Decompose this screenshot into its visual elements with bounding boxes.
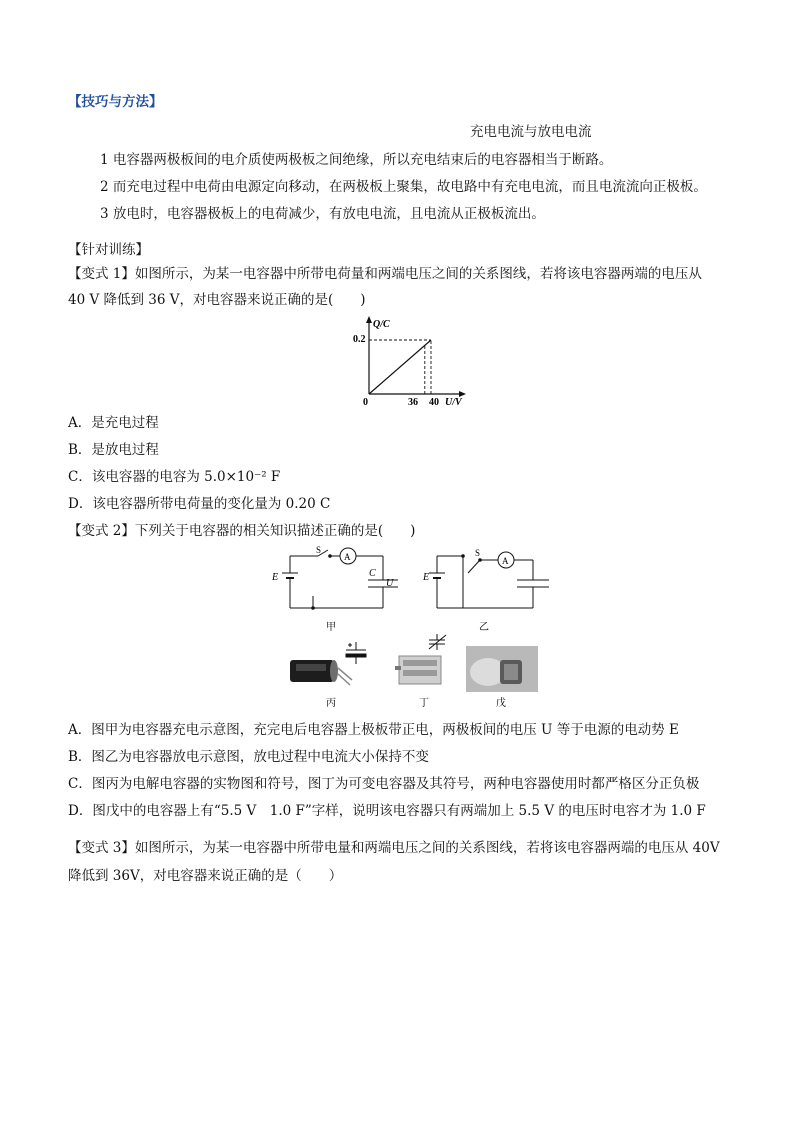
caption-bing: 丙 — [326, 698, 336, 709]
caption-ding: 丁 — [419, 698, 429, 709]
q2-option-c: C．图丙为电解电容器的实物图和符号，图丁为可变电容器及其符号，两种电容器使用时都严格区分正负极 — [68, 776, 700, 792]
chart-ylabel: Q/C — [373, 319, 390, 330]
photo-variable-capacitor — [393, 632, 463, 710]
q1-label: 【变式 1】 — [68, 266, 135, 282]
jia-caption: 甲 — [326, 622, 336, 633]
jia-label-a: A — [344, 552, 351, 562]
q2-option-d: D．图戊中的电容器上有“5.5 V 1.0 F”字样，说明该电容器只有两端加上 5.5 V 的电压时电容才为 1.0 F — [68, 803, 706, 819]
yi-label-s: S — [475, 548, 481, 558]
circuit-yi — [423, 546, 558, 634]
q3-stem-line1: 如图所示，为某一电容器中所带电量和两端电压之间的关系图线，若将该电容器两端的电压从 40V — [134, 840, 720, 856]
photo-electrolytic-capacitor — [286, 642, 376, 710]
q1-option-b: B．是放电过程 — [68, 442, 159, 458]
q3-label: 【变式 3】 — [68, 840, 135, 856]
section-heading-tips: 【技巧与方法】 — [68, 94, 163, 110]
variable-capacitor-symbol — [429, 634, 446, 650]
electrolytic-capacitor-symbol — [346, 642, 366, 664]
yi-label-e: E — [423, 572, 430, 583]
chart-y-arrow — [366, 316, 372, 323]
q2-block — [68, 521, 415, 541]
q1-option-a: A．是充电过程 — [68, 415, 159, 431]
q1-option-c: C．该电容器的电容为 5.0×10⁻² F — [68, 469, 281, 485]
chart-xtick-36: 36 — [408, 397, 418, 408]
q2-label: 【变式 2】 — [68, 523, 135, 539]
chart-series-line — [369, 340, 431, 394]
circuit-jia — [268, 546, 398, 634]
q1-qu-chart — [345, 312, 475, 408]
chart-xtick-40: 40 — [429, 397, 439, 408]
q1-stem-line1: 如图所示，为某一电容器中所带电荷量和两端电压之间的关系图线，若将该电容器两端的电压从 — [134, 266, 702, 282]
yi-caption: 乙 — [479, 622, 489, 633]
tip-point-1: 1 电容器两极板间的电介质使两极板之间绝缘，所以充电结束后的电容器相当于断路。 — [100, 152, 613, 168]
q1-option-d: D．该电容器所带电荷量的变化量为 0.20 C — [68, 496, 331, 512]
q1-block — [68, 264, 702, 284]
chart-xlabel: U/V — [445, 397, 462, 408]
tip-point-2: 2 而充电过程中电荷由电源定向移动，在两极板上聚集，故电路中有充电电流，而且电流流向正极板。 — [100, 179, 707, 195]
photo-supercapacitor — [464, 644, 540, 710]
jia-label-e: E — [272, 572, 279, 583]
caption-wu: 戊 — [496, 698, 506, 709]
jia-label-u: U — [386, 578, 394, 589]
section-heading-training: 【针对训练】 — [68, 242, 149, 258]
chart-ytick-0.2: 0.2 — [353, 334, 366, 345]
q2-option-a: A．图甲为电容器充电示意图，充完电后电容器上极板带正电，两极板间的电压 U 等于电源的电动势 E — [68, 722, 679, 738]
q3-block — [68, 838, 720, 858]
jia-label-c: C — [369, 568, 376, 579]
q2-option-b: B．图乙为电容器放电示意图，放电过程中电流大小保持不变 — [68, 749, 429, 765]
section-subtitle: 充电电流与放电电流 — [470, 124, 592, 140]
q3-stem-line2: 降低到 36V，对电容器来说正确的是（ ） — [68, 868, 343, 884]
chart-xtick-0: 0 — [363, 397, 368, 408]
q1-stem-line2: 40 V 降低到 36 V，对电容器来说正确的是( ) — [68, 292, 366, 308]
q2-stem: 下列关于电容器的相关知识描述正确的是( ) — [134, 523, 416, 539]
jia-label-s: S — [316, 546, 322, 555]
tip-point-3: 3 放电时，电容器极板上的电荷减少，有放电电流，且电流从正极板流出。 — [100, 206, 545, 222]
yi-label-a: A — [502, 556, 509, 566]
